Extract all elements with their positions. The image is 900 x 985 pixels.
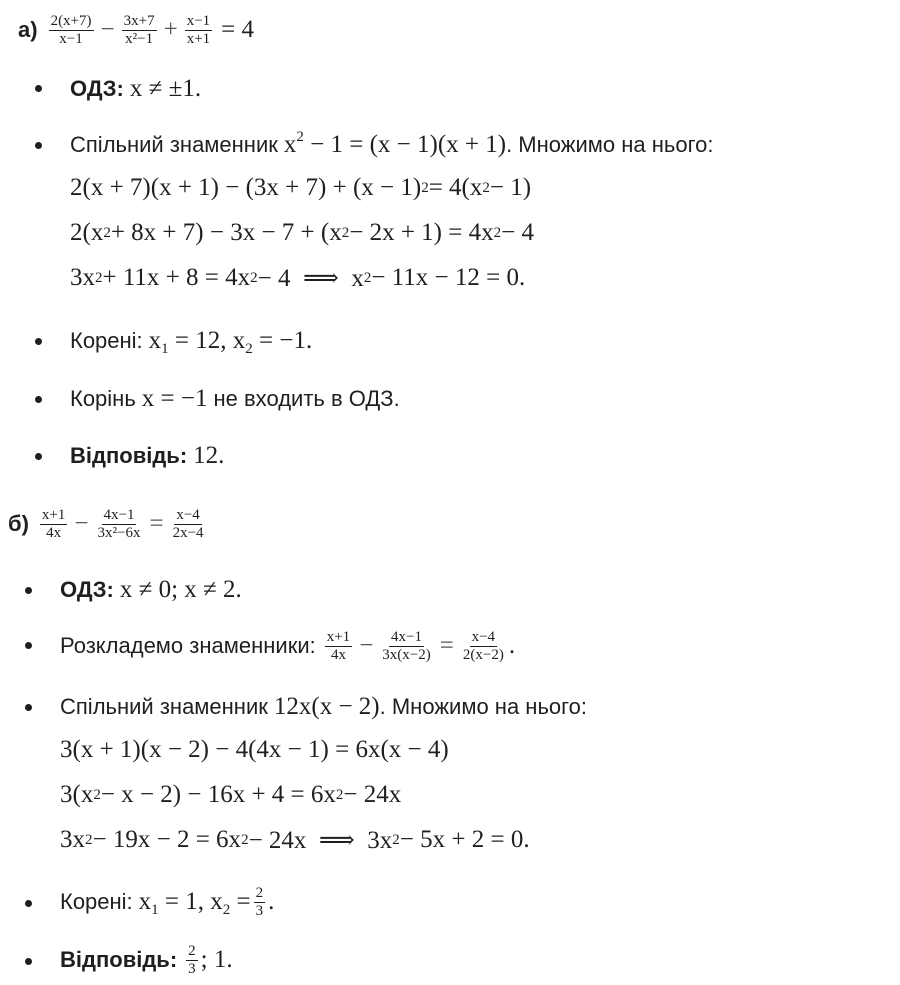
bullet-icon [35, 85, 42, 92]
bullet-icon [25, 704, 32, 711]
list-item: Спільний знаменник $x^2 - 1 = (x - 1)(x + 1)$ . Множимо на нього: [70, 129, 714, 158]
list-item: Корінь x = −1 не входить в ОДЗ. [70, 385, 400, 412]
fraction: $\frac{2}{3}$ [188, 942, 196, 977]
part-b-equation: б) $\frac{x+1}{4x}$ − $\frac{4x-1}{\text{3x²−6x}}$ = $\frac{x-4}{2x-4}$ [8, 506, 204, 541]
bullet-icon [35, 396, 42, 403]
part-a-equation: а) $\frac{2(x+7)}{x-1}$ − $\frac{3x+7}{\text{x²−1}}$ + $\frac{x-1}{x+1}$ = 4 [18, 12, 255, 47]
part-b-label: б) [8, 511, 29, 536]
list-item: Корені: $x_1 = 1$, $x_2$ = $\frac{2}{3}$ . [60, 884, 275, 919]
math-line: 3(x + 1)(x − 2) − 4(4x − 1) = 6x(x − 4) [60, 736, 449, 763]
bullet-icon [25, 900, 32, 907]
fraction: $\frac{x+1}{4x}$ [326, 628, 351, 663]
fraction: $\frac{4x-1}{\text{3x²−6x}}$ [97, 506, 141, 541]
math-line: 3(x 2 − x − 2) − 16x + 4 = 6x 2 − 24x [60, 781, 402, 808]
answer: Відповідь: 12. [70, 442, 225, 469]
bullet-icon [25, 587, 32, 594]
math-line: 2(x 2 + 8x + 7) − 3x − 7 + (x 2 − 2x + 1) = 4x 2 − 4 [70, 219, 534, 246]
fraction: $\frac{x-4}{2(x-2)}$ [462, 628, 504, 663]
list-item: Корені: $x_1 = 12$, $x_2 = -1$. [70, 327, 313, 357]
list-item: Розкладемо знаменники: $\frac{x+1}{4x}$ − $\frac{4x-1}{3x(x-2)}$ = $\frac{x-4}{2(x-2)}$ . [60, 628, 516, 663]
fraction: $\frac{4x-1}{3x(x-2)}$ [382, 628, 431, 663]
fraction: $\frac{2(x+7)}{x-1}$ [50, 12, 92, 47]
list-item: Спільний знаменник 12x(x − 2) . Множимо на нього: [60, 693, 588, 720]
fraction: $\frac{x-4}{2x-4}$ [172, 506, 204, 541]
fraction: $\frac{2}{3}$ [255, 884, 264, 919]
bullet-icon [35, 453, 42, 460]
math-line: 2(x + 7)(x + 1) − (3x + 7) + (x − 1) 2 = 4(x 2 − 1) [70, 174, 532, 201]
bullet-icon [25, 958, 32, 965]
fraction: $\frac{x-1}{x+1}$ [186, 12, 211, 47]
part-a-label: а) [18, 17, 38, 42]
list-item: ОДЗ: x ≠ 0; x ≠ 2. [60, 576, 242, 603]
answer: Відповідь: $\frac{2}{3}$ ; 1. [60, 942, 233, 977]
list-item: ОДЗ: x ≠ ±1. [70, 75, 202, 102]
bullet-icon [25, 642, 32, 649]
math-line: 3x 2 − 19x − 2 = 6x 2 − 24x ⟹ 3x 2 − 5x + 2 = 0. [60, 826, 530, 854]
fraction: $\frac{3x+7}{\text{x²−1}}$ [123, 12, 155, 47]
bullet-icon [35, 338, 42, 345]
fraction: $\frac{x+1}{4x}$ [41, 506, 66, 541]
math-line: 3x 2 + 11x + 8 = 4x 2 − 4 ⟹ x 2 − 11x − 12 = 0. [70, 264, 526, 292]
bullet-icon [35, 142, 42, 149]
